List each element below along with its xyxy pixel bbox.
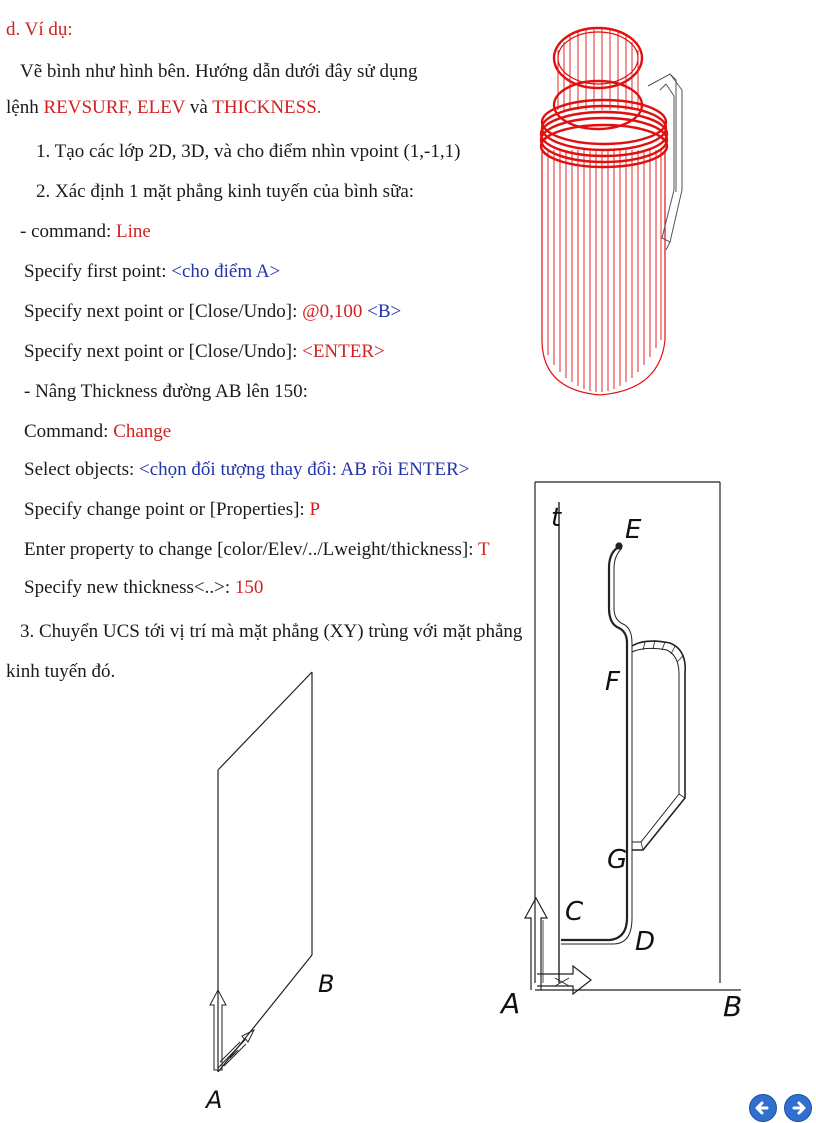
- section-heading: d. Ví dụ:: [6, 19, 73, 40]
- meridian-plane-figure: [190, 660, 350, 1120]
- change-point-prefix: Specify change point or [Properties]:: [24, 499, 310, 520]
- jug-profile-figure: [495, 478, 755, 1038]
- plane-label-b: B: [318, 970, 335, 998]
- profile-label-a: A: [501, 987, 521, 1020]
- arrow-right-icon: [785, 1095, 811, 1121]
- next-point-row: [24, 300, 401, 324]
- intro-and: và: [185, 97, 213, 118]
- change-prefix: Command:: [24, 421, 114, 442]
- new-thickness-value: 150: [234, 577, 264, 598]
- profile-label-c: C: [565, 897, 584, 927]
- profile-label-b: B: [723, 990, 743, 1023]
- profile-label-f: F: [605, 667, 620, 697]
- prev-button[interactable]: [749, 1094, 777, 1122]
- profile-label-d: D: [635, 927, 656, 957]
- property-row: [24, 538, 490, 562]
- next-point-b: <B>: [362, 301, 402, 322]
- property-prefix: Enter property to change [color/Elev/../Lweight/thickness]:: [24, 539, 478, 560]
- intro-command-2: THICKNESS.: [212, 97, 322, 118]
- select-value: <chọn đối tượng thay đổi: AB rồi ENTER>: [139, 459, 470, 480]
- profile-label-g: G: [607, 845, 628, 875]
- intro-command-1: REVSURF, ELEV: [43, 97, 186, 118]
- next-point-value: @0,100: [302, 301, 363, 322]
- profile-label-e: E: [625, 515, 642, 545]
- next-point-prefix: Specify next point or [Close/Undo]:: [24, 301, 303, 322]
- jug-wireframe-illustration: [530, 10, 700, 400]
- next-point-2-prefix: Specify next point or [Close/Undo]:: [24, 341, 303, 362]
- step-3-line-2: kinh tuyến đó.: [6, 661, 116, 682]
- plane-label-a: A: [206, 1086, 223, 1114]
- command-line-row: [20, 220, 151, 244]
- first-point-row: [24, 260, 280, 284]
- command-line-prefix: - command:: [20, 221, 117, 242]
- step-3-line-1: 3. Chuyển UCS tới vị trí mà mặt phẳng (XY) trùng với mặt phẳng: [20, 621, 523, 642]
- first-point-value: <cho điểm A>: [171, 261, 281, 282]
- change-value: Change: [113, 421, 172, 442]
- next-point-2-row: [24, 340, 385, 364]
- step-2: 2. Xác định 1 mặt phẳng kinh tuyến của bình sữa:: [36, 181, 415, 202]
- command-line-value: Line: [116, 221, 151, 242]
- select-row: [24, 458, 469, 482]
- select-prefix: Select objects:: [24, 459, 140, 480]
- arrow-left-icon: [750, 1095, 776, 1121]
- intro-line-1: Vẽ bình như hình bên. Hướng dẫn dưới đây sử dụng: [20, 61, 418, 82]
- first-point-prefix: Specify first point:: [24, 261, 172, 282]
- new-thickness-row: [24, 576, 263, 600]
- property-value: T: [477, 539, 490, 560]
- raise-thickness-row: - Nâng Thickness đường AB lên 150:: [24, 381, 308, 402]
- change-point-value: P: [309, 499, 321, 520]
- intro-prefix: lệnh: [6, 97, 44, 118]
- next-button[interactable]: [784, 1094, 812, 1122]
- step-1: 1. Tạo các lớp 2D, 3D, và cho điểm nhìn vpoint (1,-1,1): [36, 141, 461, 162]
- change-row: [24, 420, 171, 444]
- new-thickness-prefix: Specify new thickness<..>:: [24, 577, 235, 598]
- intro-line-2: [6, 96, 322, 120]
- change-point-row: [24, 498, 320, 522]
- next-point-2-value: <ENTER>: [302, 341, 385, 362]
- profile-label-t: t: [551, 503, 562, 533]
